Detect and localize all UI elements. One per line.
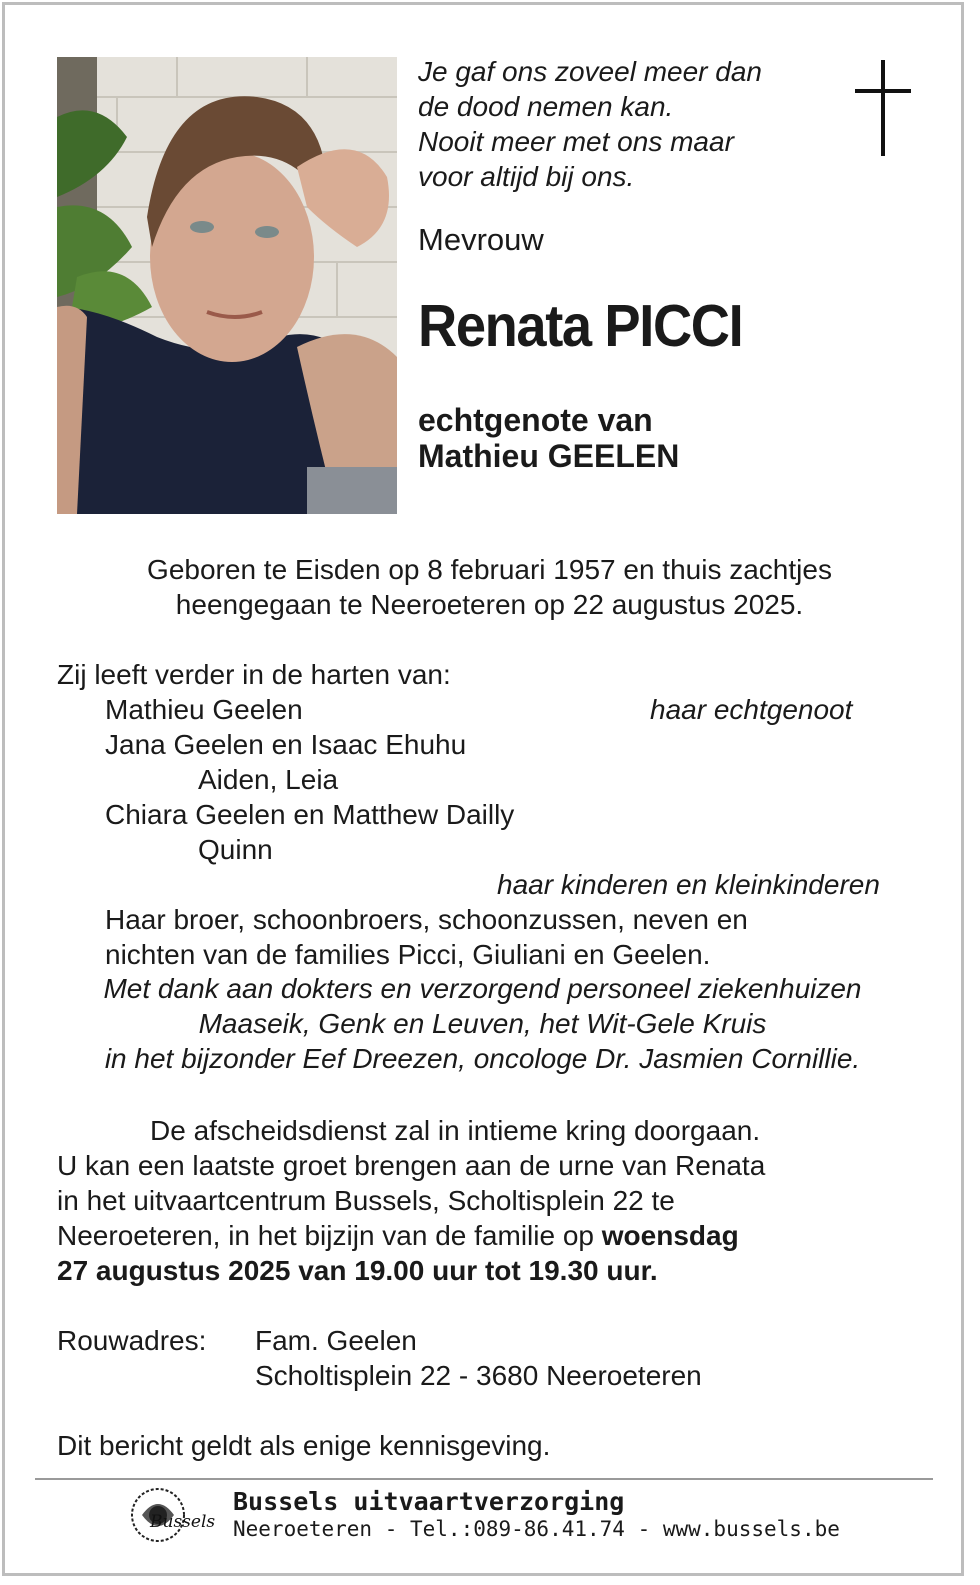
address-line: Scholtisplein 22 - 3680 Neeroeteren (255, 1360, 702, 1391)
logo-text: Bussels (150, 1512, 216, 1532)
survivors-intro: Zij leeft verder in de harten van: (57, 659, 451, 690)
poem-line: Je gaf ons zoveel meer dan (418, 56, 762, 87)
birth-death-line: heengegaan te Neeroeteren op 22 augustus 2025. (175, 589, 804, 620)
family-line: nichten van de families Picci, Giuliani en Geelen. (105, 939, 711, 970)
thanks-line: in het bijzonder Eef Dreezen, oncologe Dr. Jasmien Cornillie. (104, 1043, 861, 1074)
funeral-home-contact: Neeroeteren - Tel.:089-86.41.74 - www.bussels.be (233, 1517, 840, 1541)
portrait-photo (57, 57, 397, 514)
deceased-name: Renata PICCI (418, 293, 743, 359)
service-line: U kan een laatste groet brengen aan de urne van Renata (57, 1150, 766, 1181)
spouse-relation: echtgenote van (418, 402, 653, 438)
birth-death-line: Geboren te Eisden op 8 februari 1957 en thuis zachtjes (147, 554, 832, 585)
poem-line: voor altijd bij ons. (418, 161, 635, 192)
service-day: woensdag (601, 1220, 739, 1251)
portrait-illustration (57, 57, 397, 514)
survivor-grandchildren: Aiden, Leia (198, 764, 339, 795)
address-line: Fam. Geelen (255, 1325, 417, 1356)
survivor-grandchildren: Quinn (198, 834, 273, 865)
address-label: Rouwadres: (57, 1325, 207, 1356)
salutation: Mevrouw (418, 222, 544, 257)
birth-death-text (57, 552, 922, 622)
service-line: in het uitvaartcentrum Bussels, Scholtisplein 22 te (57, 1185, 675, 1216)
service-line (57, 1218, 739, 1253)
spouse-name: Mathieu GEELEN (418, 438, 680, 474)
survivor-husband-role: haar echtgenoot (650, 694, 853, 725)
poem-line: de dood nemen kan. (418, 91, 674, 122)
thanks-text (40, 971, 925, 1076)
service-line: De afscheidsdienst zal in intieme kring doorgaan. (150, 1115, 761, 1146)
funeral-home-logo (128, 1485, 220, 1545)
survivor-husband: Mathieu Geelen (105, 694, 303, 725)
survivor-child: Jana Geelen en Isaac Ehuhu (105, 729, 467, 760)
notice-text: Dit bericht geldt als enige kennisgeving. (57, 1430, 551, 1461)
funeral-home-name: Bussels uitvaartverzorging (233, 1487, 625, 1516)
thanks-line: Met dank aan dokters en verzorgend personeel ziekenhuizen (103, 973, 862, 1004)
poem-line: Nooit meer met ons maar (418, 126, 734, 157)
poem (418, 54, 762, 194)
spouse-info (418, 402, 679, 474)
service-datetime: 27 augustus 2025 van 19.00 uur tot 19.30 uur. (57, 1255, 658, 1286)
cross-icon (855, 60, 911, 156)
thanks-line: Maaseik, Genk en Leuven, het Wit-Gele Kruis (198, 1008, 767, 1039)
survivor-child: Chiara Geelen en Matthew Dailly (105, 799, 515, 830)
footer-divider (35, 1478, 933, 1480)
survivor-children-role: haar kinderen en kleinkinderen (497, 869, 880, 900)
family-line: Haar broer, schoonbroers, schoonzussen, neven en (105, 904, 748, 935)
service-text: Neeroeteren, in het bijzijn van de familie op (57, 1220, 602, 1251)
